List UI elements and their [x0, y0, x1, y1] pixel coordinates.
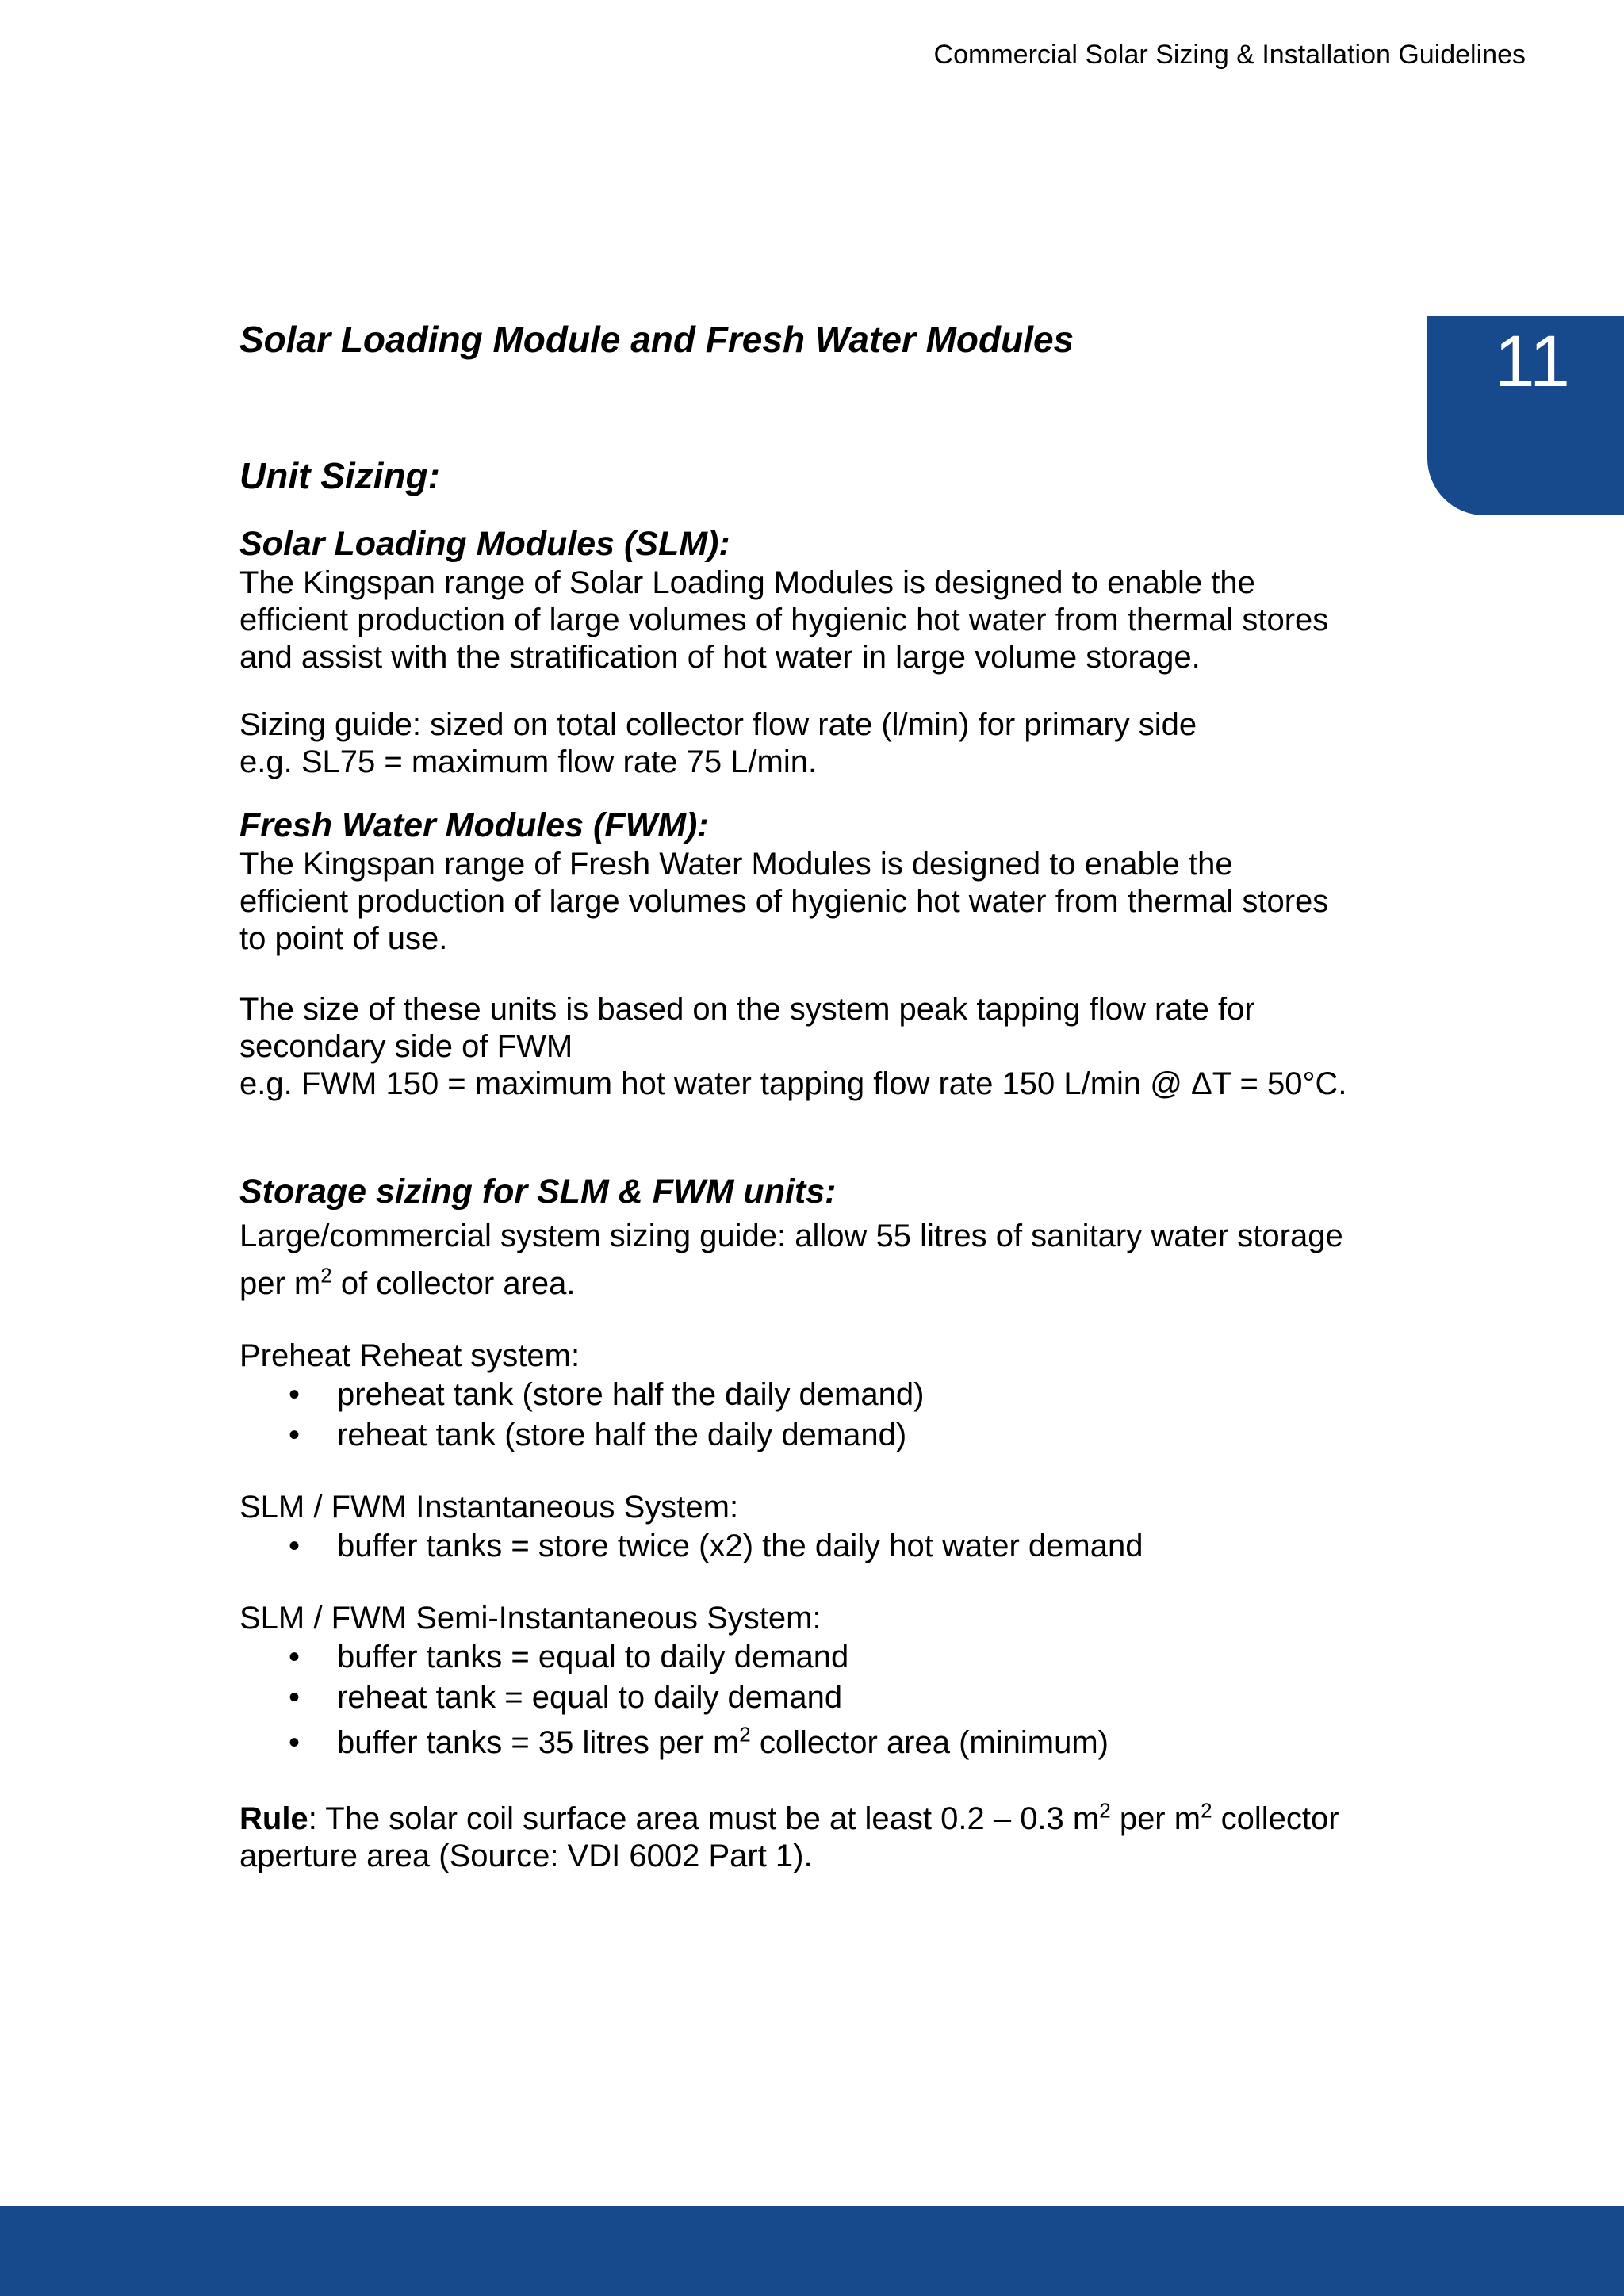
rule-line2: aperture area (Source: VDI 6002 Part 1). — [239, 1839, 813, 1873]
running-header: Commercial Solar Sizing & Installation Guidelines — [933, 40, 1526, 70]
storage-heading: Storage sizing for SLM & FWM units: — [239, 1173, 837, 1211]
storage-intro — [239, 1212, 1421, 1307]
slm-heading: Solar Loading Modules (SLM): — [239, 525, 730, 563]
slm-description — [239, 564, 1421, 676]
superscript: 2 — [1201, 1798, 1212, 1823]
list-item-text: buffer tanks = equal to daily demand — [337, 1640, 849, 1674]
preheat-label: Preheat Reheat system: — [239, 1338, 580, 1373]
list-item-text: buffer tanks = store twice (x2) the daily hot water demand — [337, 1529, 1143, 1563]
fwm-sizing-line: secondary side of FWM — [239, 1029, 573, 1064]
fwm-line: to point of use. — [239, 921, 448, 956]
fwm-heading: Fresh Water Modules (FWM): — [239, 806, 709, 844]
slm-line: and assist with the stratification of hot water in large volume storage. — [239, 640, 1201, 675]
list-item-text: reheat tank (store half the daily demand) — [337, 1418, 907, 1452]
fwm-line: efficient production of large volumes of hygienic hot water from thermal stores — [239, 884, 1329, 919]
bullet-icon: • — [289, 1725, 301, 1760]
rule-text-post: collector — [1212, 1801, 1339, 1836]
fwm-sizing-guide — [239, 991, 1421, 1103]
page-content — [239, 316, 1421, 1875]
storage-intro-post: of collector area. — [331, 1266, 576, 1301]
list-item — [239, 1415, 1421, 1456]
fwm-sizing-line: The size of these units is based on the system peak tapping flow rate for — [239, 992, 1255, 1027]
list-item — [239, 1637, 1421, 1678]
page-title: Solar Loading Module and Fresh Water Modules — [239, 319, 1074, 360]
bullet-icon: • — [289, 1418, 301, 1452]
superscript: 2 — [320, 1263, 332, 1288]
slm-sizing-line: Sizing guide: sized on total collector flow rate (l/min) for primary side — [239, 707, 1197, 742]
fwm-sizing-line: e.g. FWM 150 = maximum hot water tapping flow rate 150 L/min @ ΔT = 50°C. — [239, 1066, 1347, 1101]
slm-sizing-line: e.g. SL75 = maximum flow rate 75 L/min. — [239, 744, 818, 779]
rule-text-mid: per m — [1110, 1801, 1201, 1836]
rule-text-pre: : The solar coil surface area must be at least 0.2 – 0.3 m — [308, 1801, 1100, 1836]
slm-sizing-guide — [239, 706, 1421, 781]
storage-intro-pre: per m — [239, 1266, 321, 1301]
fwm-line: The Kingspan range of Fresh Water Modules is designed to enable the — [239, 847, 1233, 882]
fwm-description — [239, 846, 1421, 958]
list-item-text — [337, 1722, 1109, 1760]
superscript: 2 — [1099, 1798, 1111, 1823]
rule-paragraph — [239, 1800, 1421, 1875]
bullet-icon: • — [289, 1377, 301, 1412]
item-text-post: collector area (minimum) — [750, 1725, 1109, 1760]
slm-line: The Kingspan range of Solar Loading Modules is designed to enable the — [239, 565, 1255, 600]
list-item — [239, 1718, 1421, 1767]
rule-label: Rule — [239, 1801, 308, 1836]
storage-intro-line: Large/commercial system sizing guide: allow 55 litres of sanitary water storage — [239, 1219, 1343, 1253]
superscript: 2 — [739, 1722, 751, 1747]
semi-instantaneous-label: SLM / FWM Semi-Instantaneous System: — [239, 1601, 822, 1636]
list-item — [239, 1375, 1421, 1415]
instantaneous-label: SLM / FWM Instantaneous System: — [239, 1490, 739, 1525]
instantaneous-list — [239, 1526, 1421, 1567]
footer-band — [0, 2206, 1624, 2296]
chapter-tab — [1427, 316, 1624, 515]
slm-line: efficient production of large volumes of hygienic hot water from thermal stores — [239, 603, 1329, 637]
preheat-list — [239, 1375, 1421, 1456]
list-item — [239, 1526, 1421, 1567]
semi-instantaneous-list — [239, 1637, 1421, 1767]
list-item-text: preheat tank (store half the daily demand) — [337, 1377, 925, 1412]
bullet-icon: • — [289, 1640, 301, 1674]
list-item-text: reheat tank = equal to daily demand — [337, 1680, 843, 1715]
bullet-icon: • — [289, 1529, 301, 1563]
bullet-icon: • — [289, 1680, 301, 1715]
chapter-number: 11 — [1494, 321, 1570, 402]
item-text-pre: buffer tanks = 35 litres per m — [337, 1725, 740, 1760]
unit-sizing-heading: Unit Sizing: — [239, 455, 440, 496]
list-item — [239, 1678, 1421, 1718]
